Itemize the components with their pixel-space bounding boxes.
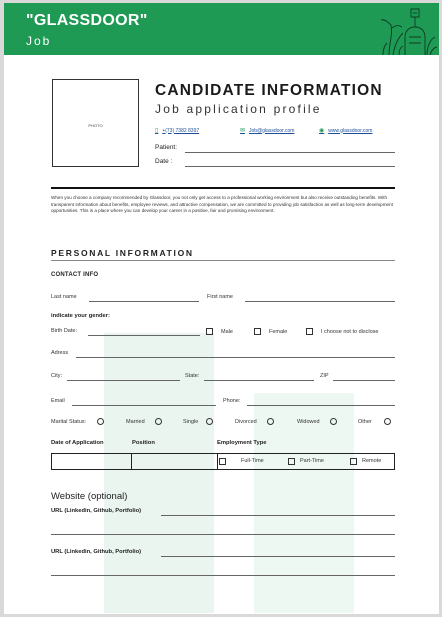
url-label-2: URL (Linkedin, Github, Portfolio)	[51, 549, 142, 555]
married-label: Married	[126, 419, 145, 425]
single-radio[interactable]	[206, 418, 213, 425]
male-label: Male	[221, 329, 233, 335]
first-name-input[interactable]	[245, 301, 395, 302]
birth-date-label: Birth Date:	[51, 328, 77, 334]
page-subtitle: Job application profile	[155, 102, 322, 116]
patient-label: Patient:	[155, 144, 178, 151]
phone-text: +(73) 7382 8397	[162, 127, 200, 134]
globe-icon: ◉	[319, 128, 325, 134]
intro-paragraph: When you choose a company recommended by Glassdoor, you not only get access to a professional working environment but also receive outstanding benefits. With transparent information about benefits, employee reviews, and attractive compensation, we are committed to providing job satisfaction as well as long-term development opportunities. This is a place where you can develop your career in a positive, fair and promising environment.	[51, 195, 393, 214]
single-label: Single	[183, 419, 199, 425]
widowed-label: Widowed	[297, 419, 320, 425]
contact-web[interactable]	[319, 127, 372, 134]
url-input-2[interactable]	[161, 556, 395, 557]
birth-date-input[interactable]	[88, 335, 200, 336]
document-page	[4, 3, 439, 614]
married-radio[interactable]	[155, 418, 162, 425]
plant-illustration-icon	[375, 3, 437, 55]
remote-checkbox[interactable]	[350, 458, 357, 465]
application-table	[51, 453, 395, 470]
full-time-label: Full-Time	[241, 458, 264, 464]
date-input[interactable]	[185, 166, 395, 167]
gender-heading: indicate your gender:	[51, 313, 110, 319]
patient-input[interactable]	[185, 152, 395, 153]
brand-logo: "GLASSDOOR"	[26, 12, 148, 29]
email-input[interactable]	[72, 405, 216, 406]
contact-phone[interactable]	[155, 127, 199, 134]
position-header: Position	[132, 440, 155, 446]
website-heading: Website (optional)	[51, 491, 128, 502]
part-time-checkbox[interactable]	[288, 458, 295, 465]
email-label: Email	[51, 398, 65, 404]
header-band	[4, 3, 439, 55]
zip-input[interactable]	[333, 380, 395, 381]
mail-icon: ✉	[240, 128, 246, 134]
zip-label: ZIP	[320, 373, 329, 379]
date-label: Date :	[155, 158, 173, 165]
divorced-label: Divorced	[235, 419, 257, 425]
other-radio[interactable]	[384, 418, 391, 425]
remote-label: Remote	[362, 458, 382, 464]
city-label: City:	[51, 373, 62, 379]
url-input-2-extra[interactable]	[51, 575, 395, 576]
email-text: Job@glassdoor.com	[249, 127, 295, 134]
adress-label: Adress	[51, 350, 69, 356]
phone-label: Phone:	[223, 398, 241, 404]
contact-email[interactable]	[240, 127, 294, 134]
no-disclose-label: I choose not to disclose	[321, 329, 379, 335]
employment-type-header: Employment Type	[217, 440, 267, 446]
url-label-1: URL (Linkedin, Github, Portfolio)	[51, 508, 142, 514]
female-checkbox[interactable]	[254, 328, 261, 335]
widowed-radio[interactable]	[330, 418, 337, 425]
female-label: Female	[269, 329, 288, 335]
phone-input[interactable]	[247, 405, 395, 406]
state-input[interactable]	[204, 380, 314, 381]
divider	[51, 187, 395, 189]
table-divider	[131, 454, 132, 469]
last-name-label: Last name	[51, 294, 77, 300]
web-text: www.glassdoor.com	[328, 127, 373, 134]
marital-status-radio[interactable]	[97, 418, 104, 425]
city-input[interactable]	[67, 380, 180, 381]
divorced-radio[interactable]	[267, 418, 274, 425]
photo-box[interactable]	[52, 79, 139, 167]
header-subtitle: Job	[26, 34, 52, 48]
photo-label: PHOTO	[88, 123, 103, 128]
full-time-checkbox[interactable]	[219, 458, 226, 465]
last-name-input[interactable]	[89, 301, 199, 302]
page-title: CANDIDATE INFORMATION	[155, 82, 383, 99]
state-label: State:	[185, 373, 200, 379]
url-input-1[interactable]	[161, 515, 395, 516]
no-disclose-checkbox[interactable]	[306, 328, 313, 335]
section-personal-info: PERSONAL INFORMATION	[51, 248, 194, 258]
marital-status-label: Marital Status:	[51, 419, 87, 425]
first-name-label: First name	[207, 294, 233, 300]
phone-icon: ▯	[155, 128, 159, 134]
url-input-1-extra[interactable]	[51, 534, 395, 535]
watermark-mark	[104, 333, 354, 613]
adress-input[interactable]	[76, 357, 395, 358]
other-label: Other	[358, 419, 372, 425]
table-divider	[217, 454, 218, 469]
male-checkbox[interactable]	[206, 328, 213, 335]
part-time-label: Part-Time	[300, 458, 324, 464]
contact-info-heading: CONTACT INFO	[51, 272, 99, 278]
section-divider	[51, 260, 395, 261]
date-of-application-header: Date of Application	[51, 440, 104, 446]
